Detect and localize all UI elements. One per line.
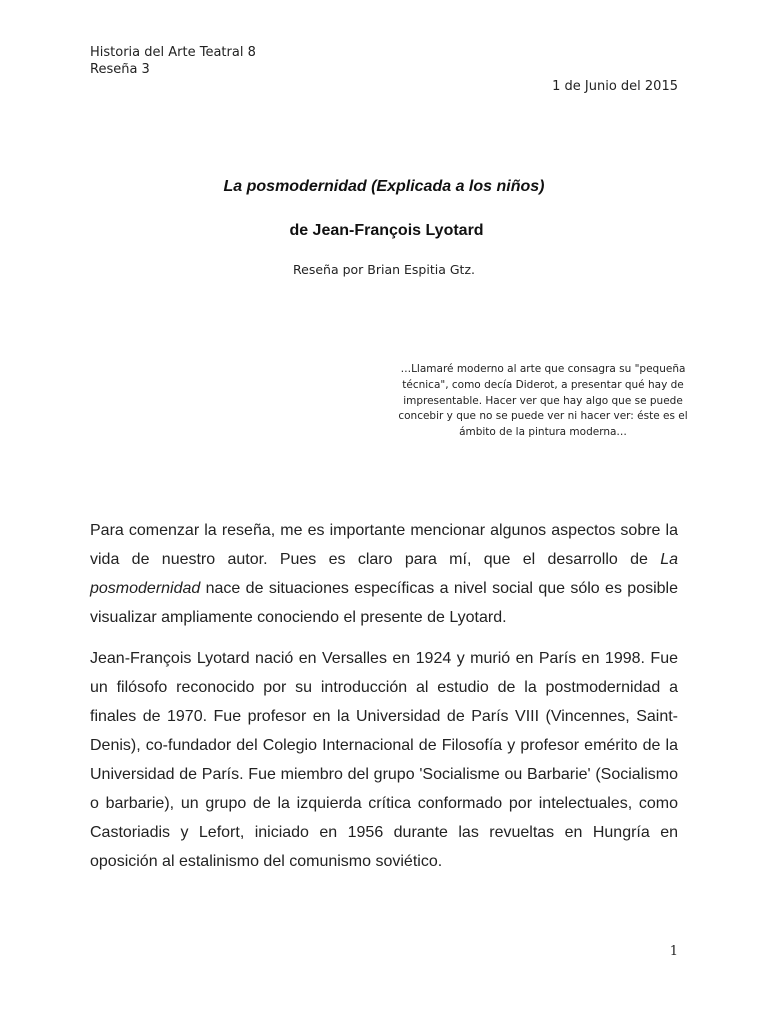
document-date: 1 de Junio del 2015 <box>552 79 678 94</box>
course-name: Historia del Arte Teatral 8 <box>90 45 256 60</box>
body-text <box>90 516 678 888</box>
document-title: La posmodernidad (Explicada a los niños) <box>223 178 545 195</box>
book-author: de Jean-François Lyotard <box>289 222 484 239</box>
review-byline: Reseña por Brian Espitia Gtz. <box>293 262 475 277</box>
paragraph-2: Jean-François Lyotard nació en Versalles en 1924 y murió en París en 1998. Fue un filósofo reconocido por su introducción al estudio de la postmodernidad a finales de 1970. Fue profesor en la Universidad de París VIII (Vincennes, Saint-Denis), co-fundador del Colegio Internacional de Filosofía y profesor emérito de la Universidad de París. Fue miembro del grupo 'Socialisme ou Barbarie' (Socialismo o barbarie), un grupo de la izquierda crítica conformado por intelectuales, como Castoriadis y Lefort, iniciado en 1956 durante las revueltas en Hungría en oposición al estalinismo del comunismo soviético. <box>90 650 678 870</box>
assignment-label: Reseña 3 <box>90 62 150 77</box>
page-number: 1 <box>669 944 678 959</box>
page-header <box>90 44 256 78</box>
paragraph-1-start: Para comenzar la reseña, me es importante mencionar algunos aspectos sobre la vida de nuestro autor. Pues es claro para mí, que el desarrollo de <box>90 522 678 568</box>
paragraph-1 <box>90 516 678 632</box>
paragraph-1-book-title: La posmodernidad <box>90 551 678 597</box>
paragraph-1-end: nace de situaciones específicas a nivel social que sólo es posible visualizar ampliamente conociendo el presente de Lyotard. <box>90 580 678 626</box>
epigraph-quote: …Llamaré moderno al arte que consagra su "pequeña técnica", como decía Diderot, a presentar qué hay de impresentable. Hacer ver que hay algo que se puede concebir y que no se puede ver ni hacer ver: éste es el ámbito de la pintura moderna… <box>398 363 688 439</box>
